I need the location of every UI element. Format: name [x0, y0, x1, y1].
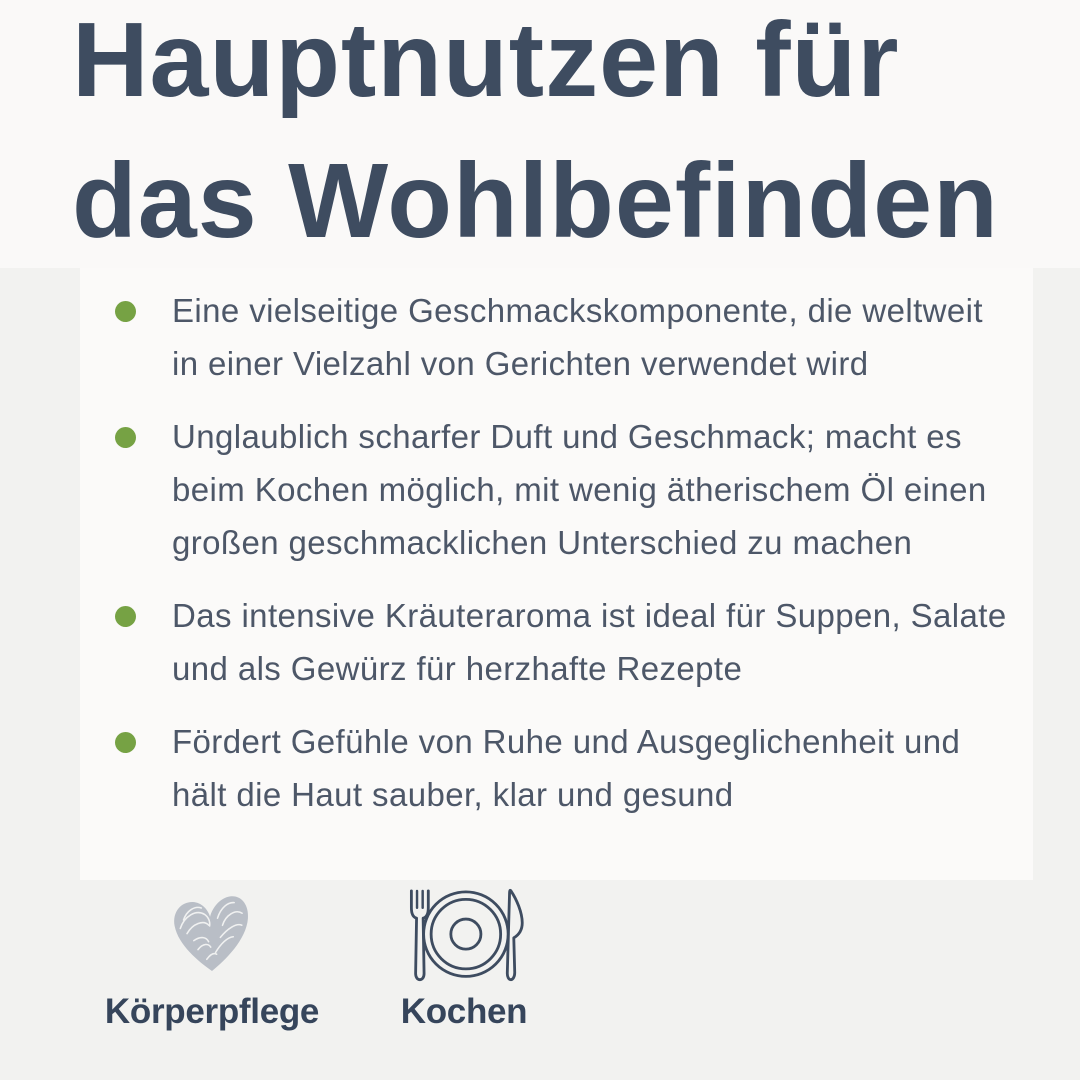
- page-title-line-1: Hauptnutzen für: [72, 1, 900, 119]
- bullet-dot-icon: [115, 301, 136, 322]
- category-label: Kochen: [400, 992, 528, 1031]
- list-item: [115, 589, 1015, 695]
- bullet-dot-icon: [115, 732, 136, 753]
- list-item-text: Unglaublich scharfer Duft und Geschmack; macht es: [172, 418, 962, 455]
- page-title-line-2: das Wohlbefinden: [72, 142, 999, 260]
- category-row: [0, 886, 1080, 1046]
- list-item-text: Fördert Gefühle von Ruhe und Ausgeglichenheit und: [172, 723, 961, 760]
- plate-and-cutlery-icon: [402, 887, 526, 985]
- list-item-text: beim Kochen möglich, mit wenig ätherischem Öl einen: [172, 471, 987, 508]
- list-item: [115, 410, 1015, 569]
- list-item-text: in einer Vielzahl von Gerichten verwendet wird: [172, 345, 869, 382]
- benefits-list: [115, 284, 1015, 841]
- bullet-dot-icon: [115, 427, 136, 448]
- sketched-heart-icon: [164, 888, 261, 985]
- list-item: [115, 284, 1015, 390]
- list-item-text: und als Gewürz für herzhafte Rezepte: [172, 650, 743, 687]
- category-kochen: [398, 886, 530, 1032]
- page-title: [72, 0, 999, 272]
- bullet-dot-icon: [115, 606, 136, 627]
- list-item-text: Das intensive Kräuteraroma ist ideal für Suppen, Salate: [172, 597, 1007, 634]
- list-item-text: hält die Haut sauber, klar und gesund: [172, 776, 734, 813]
- category-koerperpflege: [98, 886, 326, 1032]
- category-label: Körperpflege: [104, 992, 320, 1031]
- list-item-text: großen geschmacklichen Unterschied zu machen: [172, 524, 913, 561]
- list-item: [115, 715, 1015, 821]
- list-item-text: Eine vielseitige Geschmackskomponente, die weltweit: [172, 292, 983, 329]
